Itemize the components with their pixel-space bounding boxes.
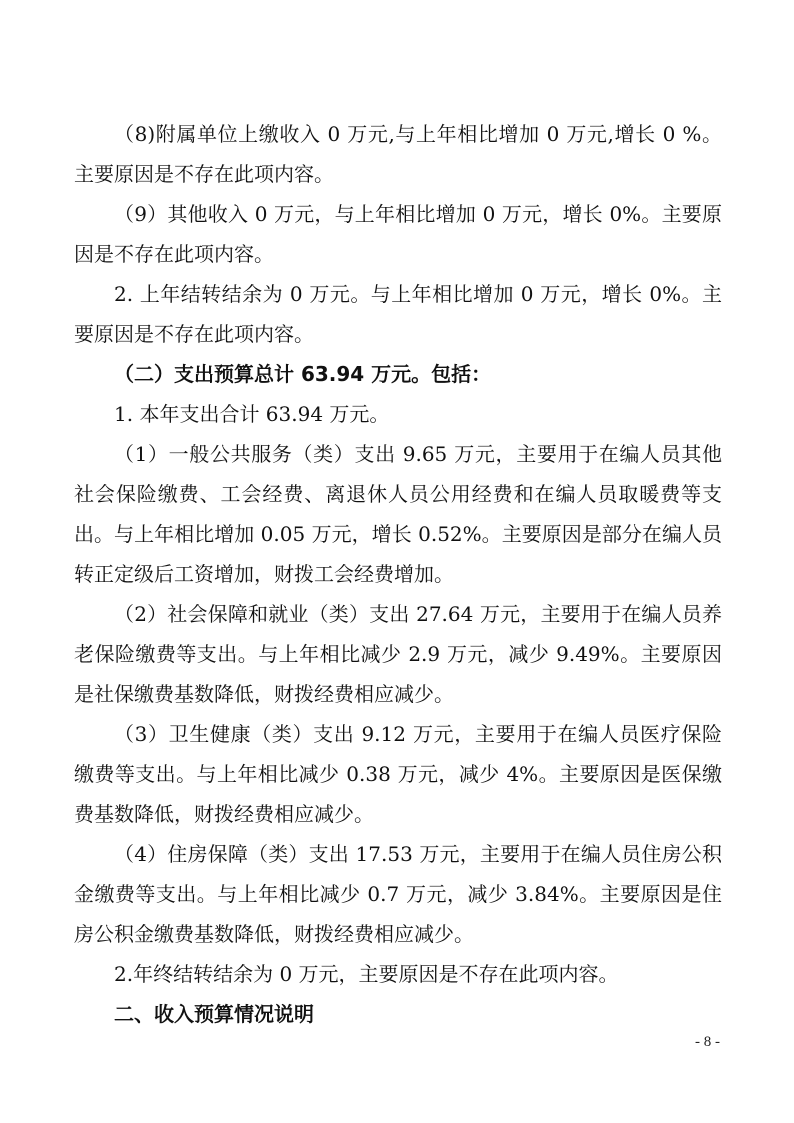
- paragraph-social-security: （2）社会保障和就业（类）支出 27.64 万元，主要用于在编人员养老保险缴费等支出。与上年相比减少 2.9 万元，减少 9.49%。主要原因是社保缴费基数降低，财拨经费相应减少。: [74, 602, 722, 706]
- document-body: [74, 114, 722, 1034]
- paragraph-other-income: （9）其他收入 0 万元，与上年相比增加 0 万元，增长 0%。主要原因是不存在此项内容。: [74, 202, 722, 266]
- page-number: - 8 -: [695, 1034, 720, 1050]
- section-heading-income-budget: 二、收入预算情况说明: [114, 1002, 314, 1026]
- paragraph-housing: （4）住房保障（类）支出 17.53 万元，主要用于在编人员住房公积金缴费等支出。与上年相比减少 0.7 万元，减少 3.84%。主要原因是住房公积金缴费基数降低，财拨经费相应减少。: [74, 842, 722, 946]
- paragraph-health: （3）卫生健康（类）支出 9.12 万元，主要用于在编人员医疗保险缴费等支出。与上年相比减少 0.38 万元，减少 4%。主要原因是医保缴费基数降低，财拨经费相应减少。: [74, 722, 722, 826]
- section-heading-expenditure-total: （二）支出预算总计 63.94 万元。包括：: [114, 362, 492, 386]
- paragraph-affiliated-unit-income: （8)附属单位上缴收入 0 万元,与上年相比增加 0 万元,增长 0 %。主要原因是不存在此项内容。: [74, 122, 722, 186]
- paragraph-prior-year-carryover: 2. 上年结转结余为 0 万元。与上年相比增加 0 万元，增长 0%。主要原因是不存在此项内容。: [74, 282, 722, 346]
- paragraph-general-public-services: （1）一般公共服务（类）支出 9.65 万元，主要用于在编人员其他社会保险缴费、工会经费、离退休人员公用经费和在编人员取暖费等支出。与上年相比增加 0.05 万元，增长 0.52%。主要原因是部分在编人员转正定级后工资增加，财拨工会经费增加。: [74, 442, 722, 586]
- paragraph-current-year-expenditure: 1. 本年支出合计 63.94 万元。: [114, 402, 390, 426]
- paragraph-year-end-carryover: 2.年终结转结余为 0 万元，主要原因是不存在此项内容。: [114, 962, 619, 986]
